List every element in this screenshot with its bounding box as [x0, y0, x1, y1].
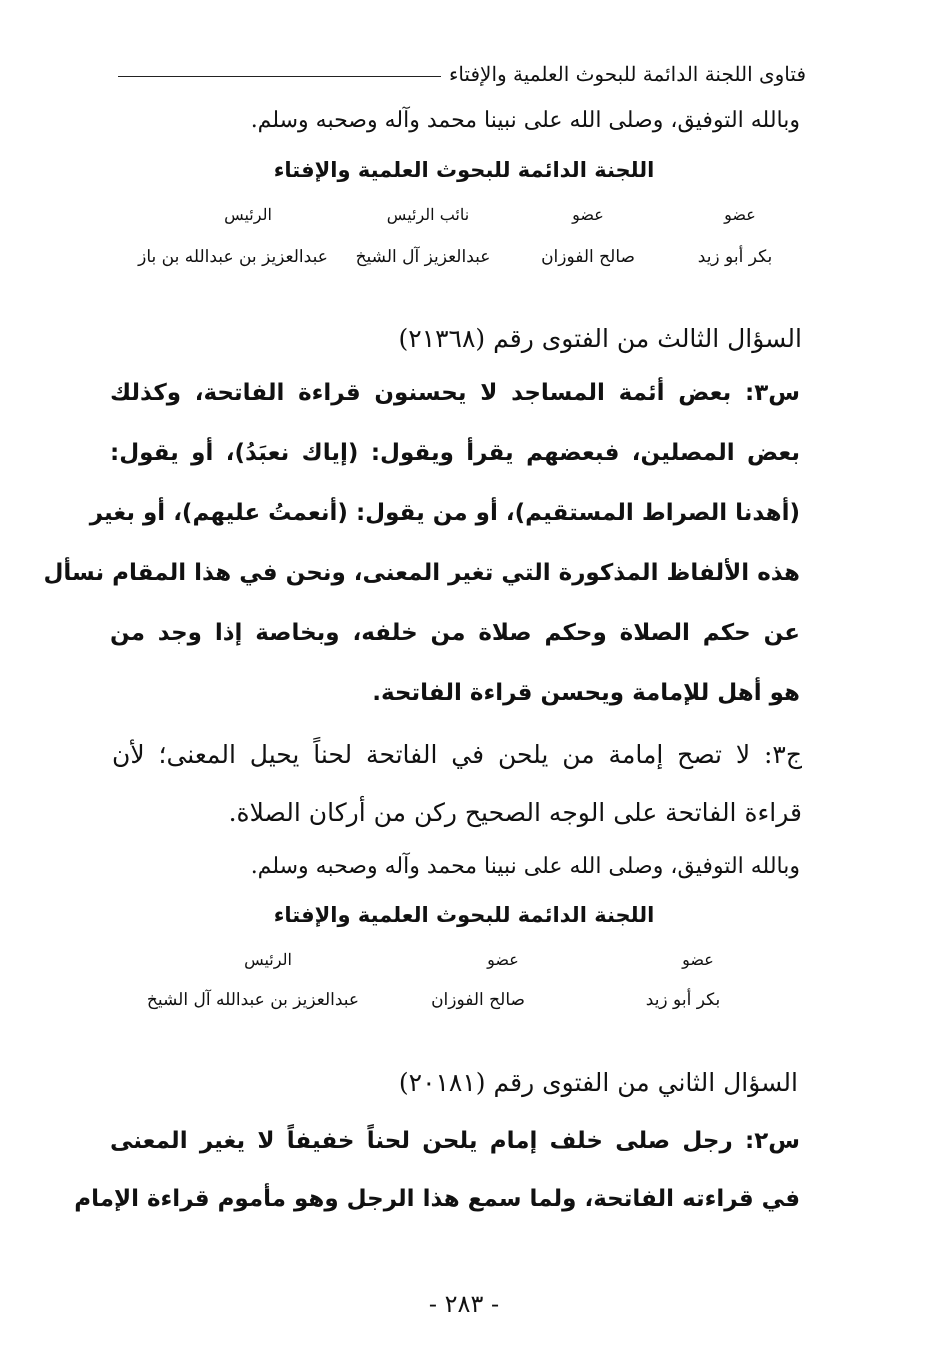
signatory-role: عضو — [572, 205, 604, 224]
signatory-role: عضو — [724, 205, 756, 224]
question-line: بعض المصلين، فبعضهم يقرأ ويقول: (إياك نعبَدُ)، أو يقول: — [110, 440, 800, 466]
question-line: عن حكم الصلاة وحكم صلاة من خلفه، وبخاصة إذا وجد من — [110, 620, 800, 646]
closing-prayer: وبالله التوفيق، وصلى الله على نبينا محمد وآله وصحبه وسلم. — [250, 108, 800, 133]
signatory-name: عبدالعزيز آل الشيخ — [355, 247, 491, 267]
signatory-name: بكر أبو زيد — [645, 990, 721, 1010]
question-line: في قراءته الفاتحة، ولما سمع هذا الرجل وهو مأموم قراءة الإمام — [74, 1186, 800, 1212]
signatory-name: عبدالعزيز بن عبدالله آل الشيخ — [146, 990, 360, 1010]
running-header — [118, 58, 806, 90]
closing-prayer: وبالله التوفيق، وصلى الله على نبينا محمد وآله وصحبه وسلم. — [250, 854, 800, 879]
signatory-role: الرئيس — [244, 950, 292, 969]
question-heading: السؤال الثاني من الفتوى رقم (٢٠١٨١) — [398, 1068, 798, 1097]
committee-name: اللجنة الدائمة للبحوث العلمية والإفتاء — [273, 158, 655, 182]
header-rule — [118, 76, 441, 77]
signatory-name: بكر أبو زيد — [697, 247, 773, 267]
question-line: هو أهل للإمامة ويحسن قراءة الفاتحة. — [372, 680, 800, 706]
answer-line: قراءة الفاتحة على الوجه الصحيح ركن من أركان الصلاة. — [228, 798, 802, 827]
committee-name: اللجنة الدائمة للبحوث العلمية والإفتاء — [273, 903, 655, 927]
question-line: (أهدنا الصراط المستقيم)، أو من يقول: (أنعمتُ عليهم)، أو بغير — [89, 500, 800, 526]
answer-line: ج٣: لا تصح إمامة من يلحن في الفاتحة لحناً يحيل المعنى؛ لأن — [112, 740, 802, 769]
signatory-name: عبدالعزيز بن عبدالله بن باز — [138, 247, 328, 267]
question-heading: السؤال الثالث من الفتوى رقم (٢١٣٦٨) — [398, 324, 802, 353]
page-number: - ٢٨٣ - — [428, 1290, 500, 1318]
running-header-title: فتاوى اللجنة الدائمة للبحوث العلمية والإفتاء — [448, 62, 806, 86]
question-line: س٢: رجل صلى خلف إمام يلحن لحناً خفيفاً لا يغير المعنى — [110, 1128, 800, 1154]
question-line: هذه الألفاظ المذكورة التي تغير المعنى، ونحن في هذا المقام نسأل — [43, 560, 800, 586]
signatory-role: نائب الرئيس — [386, 205, 470, 224]
signatory-name: صالح الفوزان — [541, 247, 635, 267]
signatory-name: صالح الفوزان — [431, 990, 525, 1010]
signatory-role: عضو — [682, 950, 714, 969]
signatory-role: الرئيس — [224, 205, 272, 224]
signatory-role: عضو — [487, 950, 519, 969]
question-line: س٣: بعض أئمة المساجد لا يحسنون قراءة الفاتحة، وكذلك — [110, 380, 800, 406]
